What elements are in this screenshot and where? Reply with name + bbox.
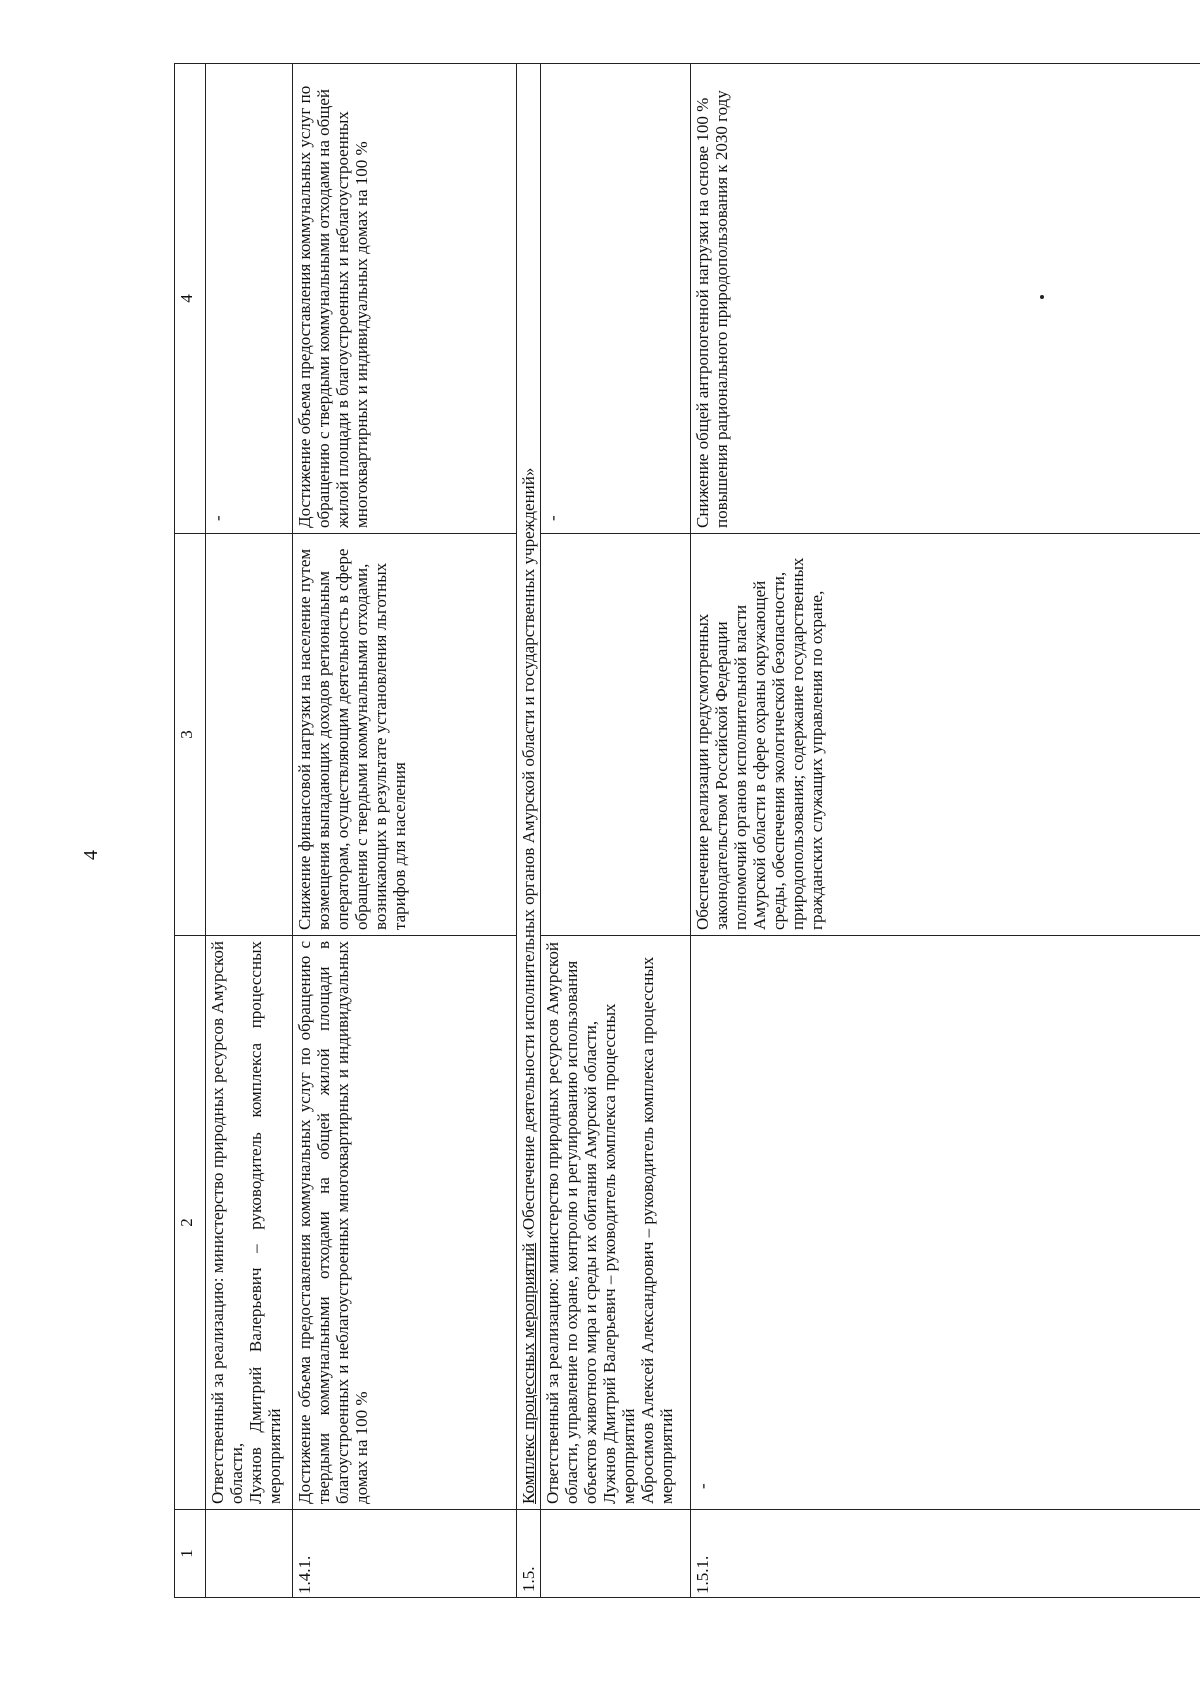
- page-number: 4: [80, 850, 102, 860]
- empty-cell: [206, 534, 293, 936]
- section-title: [517, 64, 541, 1510]
- table-row: [206, 64, 293, 1598]
- responsible-cell: [206, 936, 293, 1510]
- dash-cell: -: [541, 64, 691, 534]
- header-cell-2: 2: [175, 936, 206, 1510]
- section-title-underlined: Комплекс процессных мероприятий: [519, 1242, 538, 1504]
- section-title-rest: «Обеспечение деятельности исполнительных органов Амурской области и государственных учреждений»: [519, 467, 538, 1243]
- task-cell: Достижение объема предоставления коммунальных услуг по обращению с твердыми коммунальными отходами на общей жилой площади в благоустроенных и неблагоустроенных многоквартирных и индивидуальных домах на 100 %: [293, 936, 517, 1510]
- table-header-row: [175, 64, 206, 1598]
- section-row: [517, 64, 541, 1598]
- row-number: 1.4.1.: [293, 1510, 517, 1598]
- responsible-cell: [541, 936, 691, 1510]
- indicator-cell: Достижение объема предоставления коммунальных услуг по обращению с твердыми коммунальными отходами на общей жилой площади в благоустроенных и неблагоустроенных многоквартирных и индивидуальных домах на 100 %: [293, 64, 517, 534]
- responsible-text: Ответственный за реализацию: министерство природных ресурсов Амурской области, управление по охране, контролю и регулированию использования объектов животного мира и среды их обитания Амурской области,: [543, 942, 600, 1504]
- effect-cell: Обеспечение реализации предусмотренных законодательством Российской Федерации полномочий органов исполнительной власти Амурской области в сфере охраны окружающей среды, обеспечения экологической безопасности, природопользования; содержание государственных гражданских служащих управления по охране,: [691, 534, 1200, 936]
- activities-table: [174, 63, 1200, 1598]
- rotated-page: [174, 64, 1200, 1598]
- table-row: [541, 64, 691, 1598]
- row-number: 1.5.: [517, 1510, 541, 1598]
- table-row: [293, 64, 517, 1598]
- dash-cell: -: [206, 64, 293, 534]
- row-number: [541, 1510, 691, 1598]
- header-cell-1: 1: [175, 1510, 206, 1598]
- effect-cell: Снижение финансовой нагрузки на население путем возмещения выпадающих доходов региональным операторам, осуществляющим деятельность в сфере обращения с твердыми коммунальными отходами, возникающих в результате установления льготных тарифов для населения: [293, 534, 517, 936]
- task-cell: -: [691, 936, 1200, 1510]
- stray-dot: [1040, 295, 1044, 299]
- table-row: [691, 64, 1200, 1598]
- lead-text: Лужнов Дмитрий Валерьевич – руководитель комплекса процессных мероприятий: [246, 941, 284, 1504]
- empty-cell: [541, 534, 691, 936]
- header-cell-4: 4: [175, 64, 206, 534]
- indicator-cell: Снижение общей антропогенной нагрузки на основе 100 % повышения рационального природопользования к 2030 году: [691, 64, 1200, 534]
- row-number: [206, 1510, 293, 1598]
- header-cell-3: 3: [175, 534, 206, 936]
- responsible-text: Ответственный за реализацию: министерство природных ресурсов Амурской области,: [208, 941, 246, 1504]
- lead-text-2: Абросимов Алексей Александрович – руководитель комплекса процессных мероприятий: [638, 956, 676, 1504]
- lead-text-1: Лужнов Дмитрий Валерьевич – руководитель комплекса процессных мероприятий: [600, 1003, 638, 1504]
- row-number: 1.5.1.: [691, 1510, 1200, 1598]
